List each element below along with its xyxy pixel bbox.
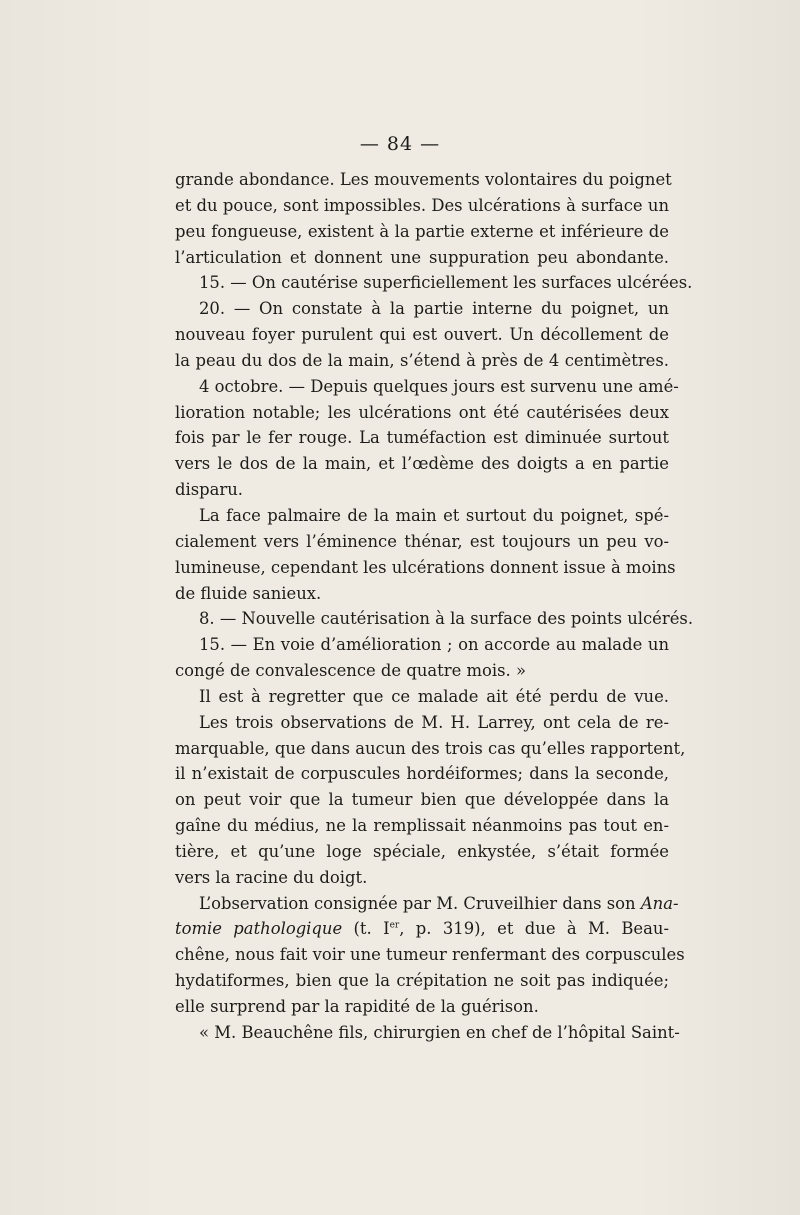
text-line: Il est à regretter que ce malade ait été perdu de vue. (199, 686, 669, 706)
text-line: « M. Beauchêne fils, chirurgien en chef de l’hôpital Saint- (199, 1022, 680, 1042)
page-number: — 84 — (359, 133, 441, 155)
text-line: hydatiformes, bien que la crépitation ne soit pas indiquée; (175, 971, 669, 991)
text-line: Les trois observations de M. H. Larrey, ont cela de re- (199, 712, 669, 732)
text-line: lumineuse, cependant les ulcérations donnent issue à moins (175, 557, 676, 577)
text-line: 4 octobre. — Depuis quelques jours est survenu une amé- (199, 376, 679, 396)
text-line: congé de convalescence de quatre mois. » (175, 661, 526, 681)
italic-text: Ana- (640, 893, 679, 913)
text-line: tière, et qu’une loge spéciale, enkystée, s’était formée (175, 841, 669, 861)
text-line: La face palmaire de la main et surtout du poignet, spé- (199, 505, 669, 525)
italic-text: tomie pathologique (175, 919, 343, 939)
text-line: fois par le fer rouge. La tuméfaction est diminuée surtout (175, 428, 669, 448)
text-line: la peau du dos de la main, s’étend à près de 4 centimètres. (175, 350, 669, 370)
text-line: 15. — On cautérise superficiellement les surfaces ulcérées. (199, 273, 693, 293)
text-line: vers la racine du doigt. (175, 867, 368, 887)
text-line: nouveau foyer purulent qui est ouvert. Un décollement de (175, 325, 669, 345)
text-line: elle surprend par la rapidité de la guérison. (175, 997, 539, 1016)
text-line: peu fongueuse, existent à la partie externe et inférieure de (175, 221, 669, 241)
text-line: l’articulation et donnent une suppuration peu abondante. (175, 247, 669, 267)
text-line: chêne, nous fait voir une tumeur renfermant des corpuscules (175, 945, 685, 965)
body-text (175, 167, 694, 1046)
text-line: 15. — En voie d’amélioration ; on accorde au malade un (199, 635, 669, 655)
text-line (175, 916, 669, 942)
text-line: il n’existait de corpuscules hordéiformes; dans la seconde, (175, 764, 669, 784)
text-line (175, 891, 679, 917)
text-segment: , p. 319), et due à M. Beau- (399, 919, 669, 939)
text-line: lioration notable; les ulcérations ont été cautérisées deux (175, 402, 669, 422)
text-line: 20. — On constate à la partie interne du poignet, un (199, 299, 669, 319)
text-line: de fluide sanieux. (175, 583, 322, 603)
text-line: et du pouce, sont impossibles. Des ulcérations à surface un (175, 195, 669, 215)
text-line: vers le dos de la main, et l’œdème des doigts a en partie (175, 454, 669, 474)
text-line: on peut voir que la tumeur bien que développée dans la (175, 790, 669, 810)
text-segment: (t. I (342, 919, 390, 939)
text-line: marquable, que dans aucun des trois cas qu’elles rapportent, (175, 738, 686, 758)
text-line: cialement vers l’éminence thénar, est toujours un peu vo- (175, 531, 669, 551)
text-line: disparu. (175, 480, 244, 500)
text-segment: L’observation consignée par M. Cruveilhier dans son (199, 893, 641, 913)
text-line: grande abondance. Les mouvements volontaires du poignet (175, 170, 672, 189)
text-line: 8. — Nouvelle cautérisation à la surface des points ulcérés. (199, 609, 694, 629)
text-line: gaîne du médius, ne la remplissait néanmoins pas tout en- (175, 816, 669, 836)
superscript-text: er (389, 921, 400, 931)
